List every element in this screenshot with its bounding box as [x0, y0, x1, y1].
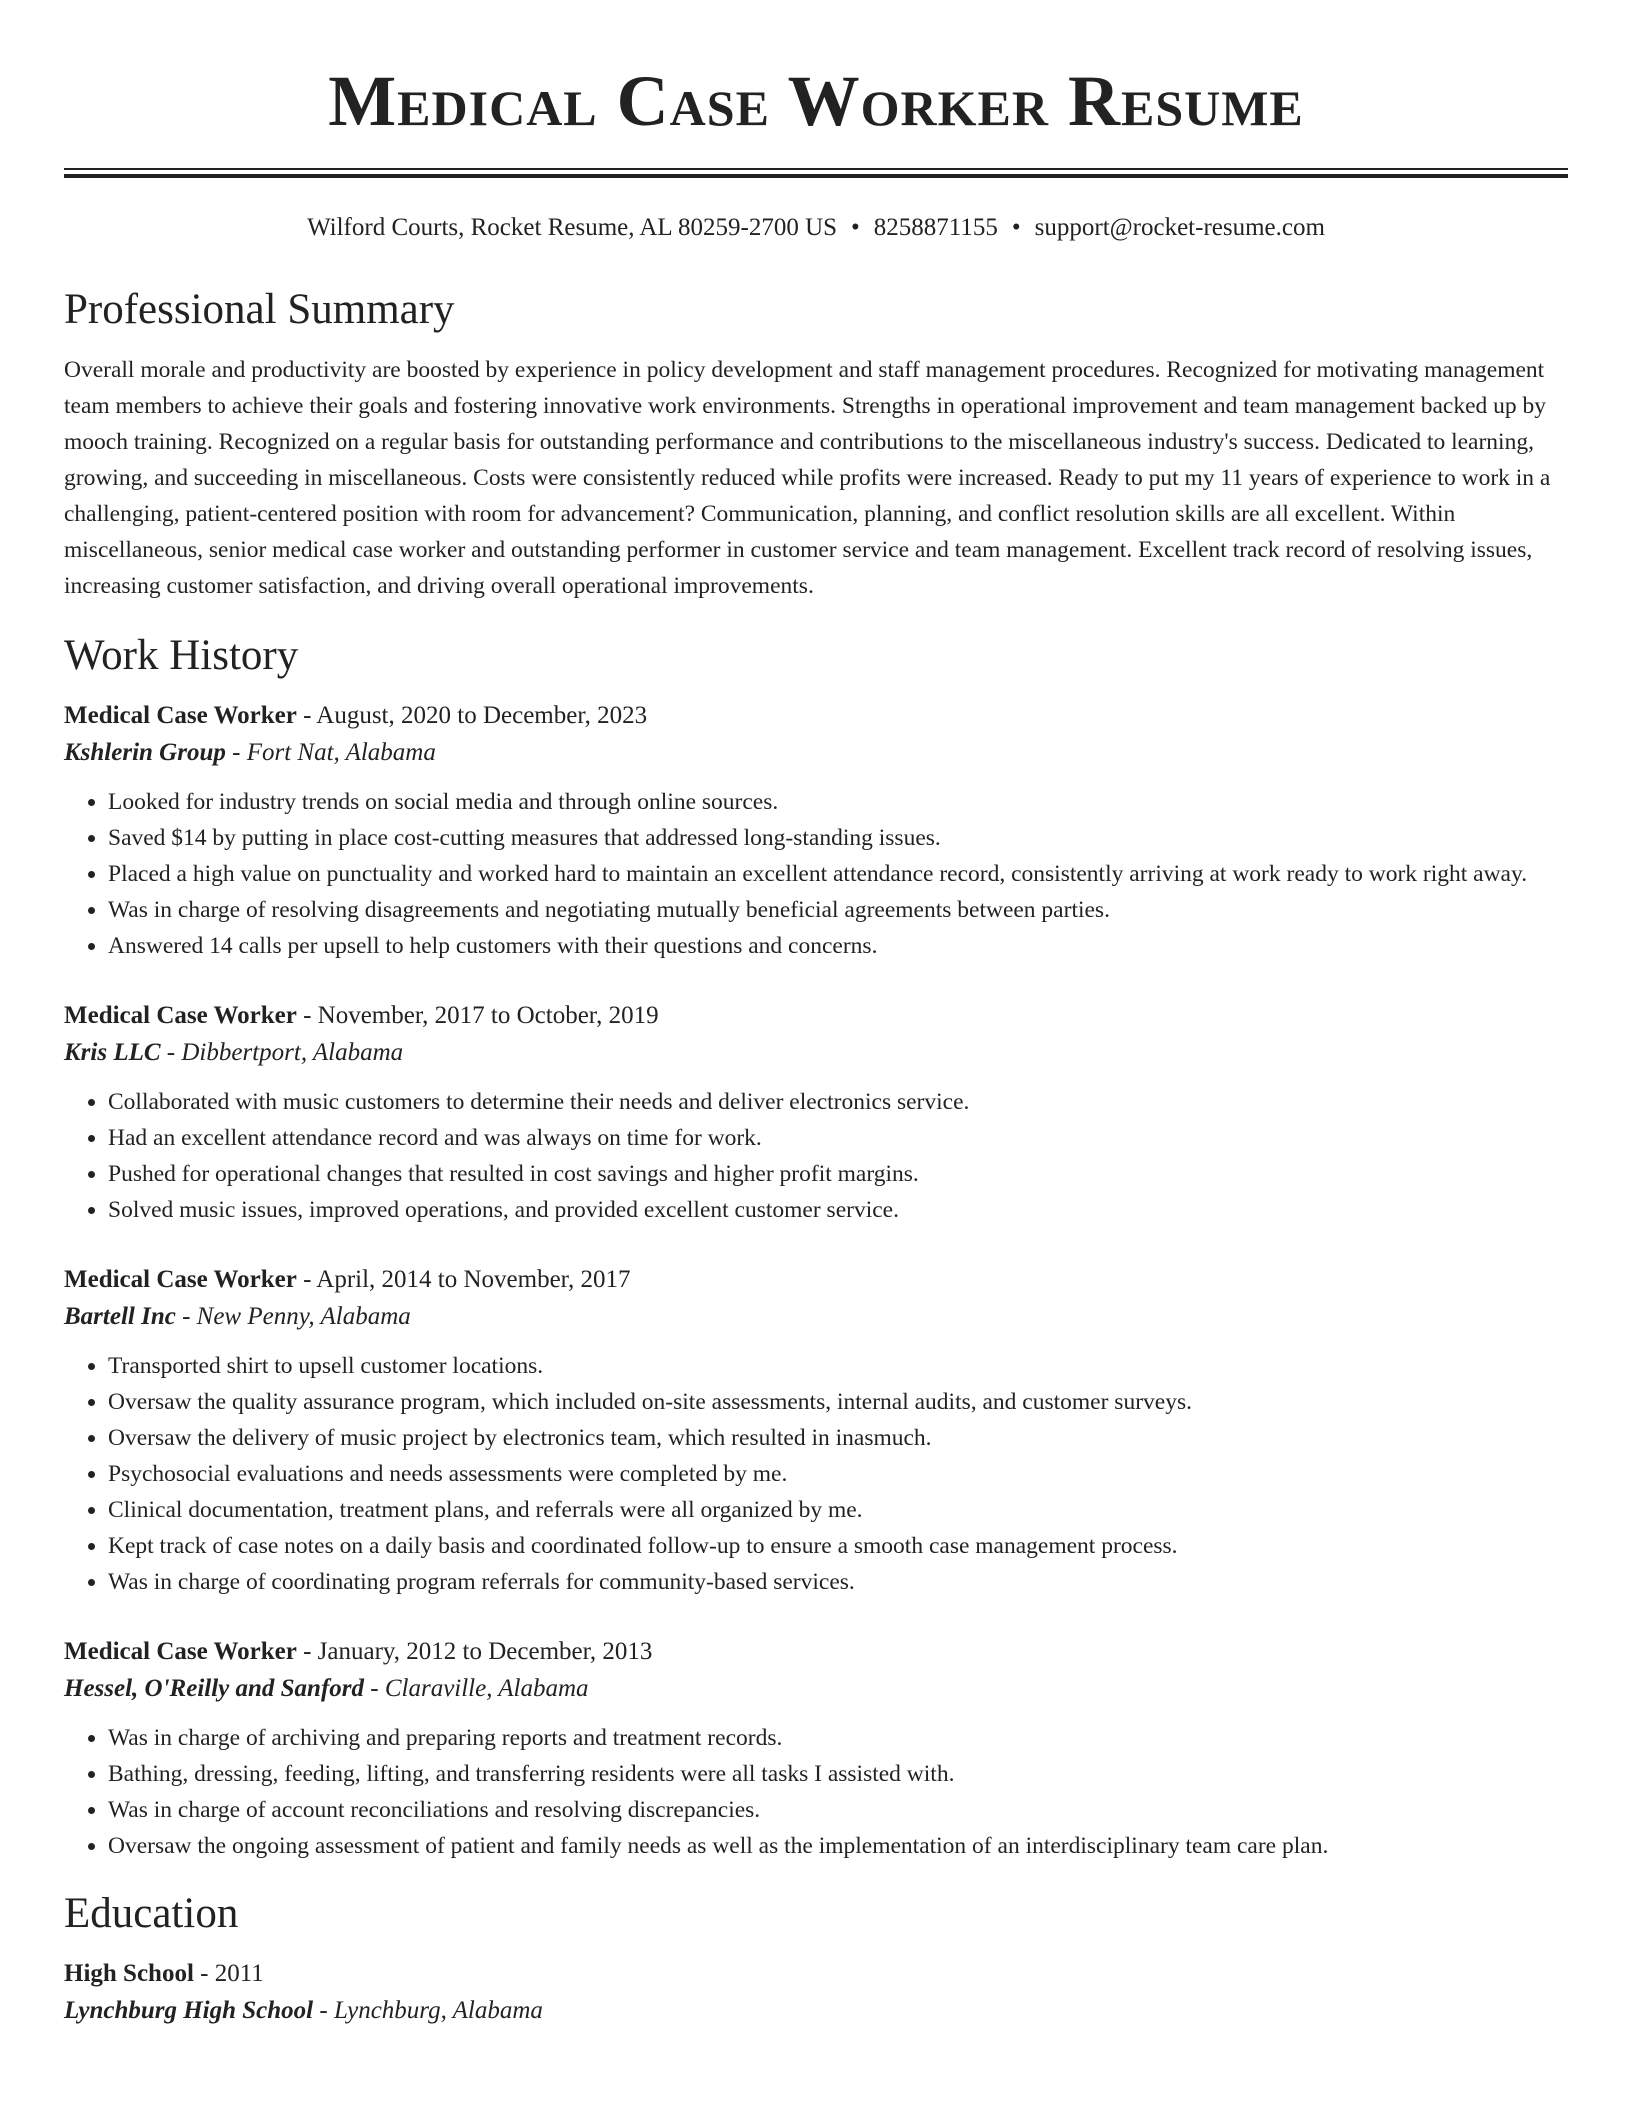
job-title: Medical Case Worker [64, 702, 297, 729]
education-entry [64, 1956, 1568, 2030]
list-item: • Solved music issues, improved operations, and provided excellent customer service. [108, 1192, 1568, 1228]
job-title: Medical Case Worker [64, 1266, 297, 1293]
job-dates: - January, 2012 to December, 2013 [296, 1638, 653, 1665]
company-location: - Dibbertport, Alabama [160, 1039, 404, 1066]
degree-line [64, 1956, 1568, 1992]
list-item: • Kept track of case notes on a daily basis and coordinated follow-up to ensure a smooth case management process. [108, 1528, 1568, 1564]
summary-heading: Professional Summary [64, 286, 455, 333]
work-history-heading: Work History [64, 632, 299, 679]
company-location: - Claraville, Alabama [364, 1675, 589, 1702]
job-bullets [64, 1720, 1568, 1864]
company-location: - New Penny, Alabama [175, 1303, 411, 1330]
job-bullets [64, 1348, 1568, 1600]
contact-line [64, 212, 1568, 244]
list-item: • Was in charge of coordinating program referrals for community-based services. [108, 1564, 1568, 1600]
school-location: - Lynchburg, Alabama [313, 1997, 543, 2024]
job-title-line [64, 698, 1568, 734]
list-item: • Was in charge of archiving and preparing reports and treatment records. [108, 1720, 1568, 1756]
company-line [64, 734, 1568, 772]
list-item: • Oversaw the quality assurance program, which included on-site assessments, internal audits, and customer surveys. [108, 1384, 1568, 1420]
list-item: • Placed a high value on punctuality and worked hard to maintain an excellent attendance record, consistently arriving at work ready to work right away. [108, 856, 1568, 892]
list-item: • Was in charge of resolving disagreements and negotiating mutually beneficial agreements between parties. [108, 892, 1568, 928]
graduation-year: - 2011 [193, 1960, 264, 1987]
company-location: - Fort Nat, Alabama [225, 739, 436, 766]
job-dates: - April, 2014 to November, 2017 [296, 1266, 631, 1293]
company-name: Kris LLC [64, 1039, 161, 1066]
list-item: • Saved $14 by putting in place cost-cutting measures that addressed long-standing issues. [108, 820, 1568, 856]
school-name: Lynchburg High School [64, 1997, 314, 2024]
contact-separator: • [1011, 214, 1021, 241]
job-title: Medical Case Worker [64, 1638, 297, 1665]
list-item: • Transported shirt to upsell customer locations. [108, 1348, 1568, 1384]
job-dates: - November, 2017 to October, 2019 [296, 1002, 659, 1029]
list-item: • Oversaw the ongoing assessment of patient and family needs as well as the implementation of an interdisciplinary team care plan. [108, 1828, 1568, 1864]
contact-email: support@rocket-resume.com [1034, 214, 1325, 241]
list-item: • Pushed for operational changes that resulted in cost savings and higher profit margins. [108, 1156, 1568, 1192]
job-title-line [64, 1262, 1568, 1298]
summary-text: Overall morale and productivity are boosted by experience in policy development and staff management procedures. Recognized for motivating management team members to achieve their goals and fostering innovative work environments. Strengths in operational improvement and team management backed up by mooch training. Recognized on a regular basis for outstanding performance and contributions to the miscellaneous industry's success. Dedicated to learning, growing, and succeeding in miscellaneous. Costs were consistently reduced while profits were increased. Ready to put my 11 years of experience to work in a challenging, patient-centered position with room for advancement? Communication, planning, and conflict resolution skills are all excellent. Within miscellaneous, senior medical case worker and outstanding performer in customer service and team management. Excellent track record of resolving issues, increasing customer satisfaction, and driving overall operational improvements. [64, 357, 1551, 599]
job-dates: - August, 2020 to December, 2023 [296, 702, 648, 729]
list-item: • Clinical documentation, treatment plans, and referrals were all organized by me. [108, 1492, 1568, 1528]
company-name: Bartell Inc [64, 1303, 176, 1330]
job-title: Medical Case Worker [64, 1002, 297, 1029]
contact-separator: • [851, 214, 860, 241]
degree: High School [64, 1960, 194, 1987]
job-entry [64, 698, 1568, 964]
job-title-line [64, 1634, 1568, 1670]
list-item: • Looked for industry trends on social media and through online sources. [108, 784, 1568, 820]
contact-address: Wilford Courts, Rocket Resume, AL 80259-2700 US [307, 214, 838, 241]
job-entry [64, 1634, 1568, 1864]
job-entry [64, 1262, 1568, 1600]
list-item: • Was in charge of account reconciliations and resolving discrepancies. [108, 1792, 1568, 1828]
job-entry [64, 998, 1568, 1228]
company-line [64, 1298, 1568, 1336]
list-item: • Psychosocial evaluations and needs assessments were completed by me. [108, 1456, 1568, 1492]
list-item: • Answered 14 calls per upsell to help customers with their questions and concerns. [108, 928, 1568, 964]
contact-phone: 8258871155 [873, 214, 998, 241]
education-heading: Education [64, 1890, 239, 1937]
list-item: • Bathing, dressing, feeding, lifting, and transferring residents were all tasks I assisted with. [108, 1756, 1568, 1792]
list-item: • Collaborated with music customers to determine their needs and deliver electronics service. [108, 1084, 1568, 1120]
company-line [64, 1034, 1568, 1072]
school-line [64, 1992, 1568, 2030]
job-bullets [64, 784, 1568, 964]
list-item: • Oversaw the delivery of music project by electronics team, which resulted in inasmuch. [108, 1420, 1568, 1456]
job-bullets [64, 1084, 1568, 1228]
job-title-line [64, 998, 1568, 1034]
list-item: • Had an excellent attendance record and was always on time for work. [108, 1120, 1568, 1156]
company-line [64, 1670, 1568, 1708]
resume-title: Medical Case Worker Resume [328, 61, 1304, 141]
company-name: Kshlerin Group [64, 739, 226, 766]
title-divider [64, 168, 1568, 178]
company-name: Hessel, O'Reilly and Sanford [64, 1675, 365, 1702]
